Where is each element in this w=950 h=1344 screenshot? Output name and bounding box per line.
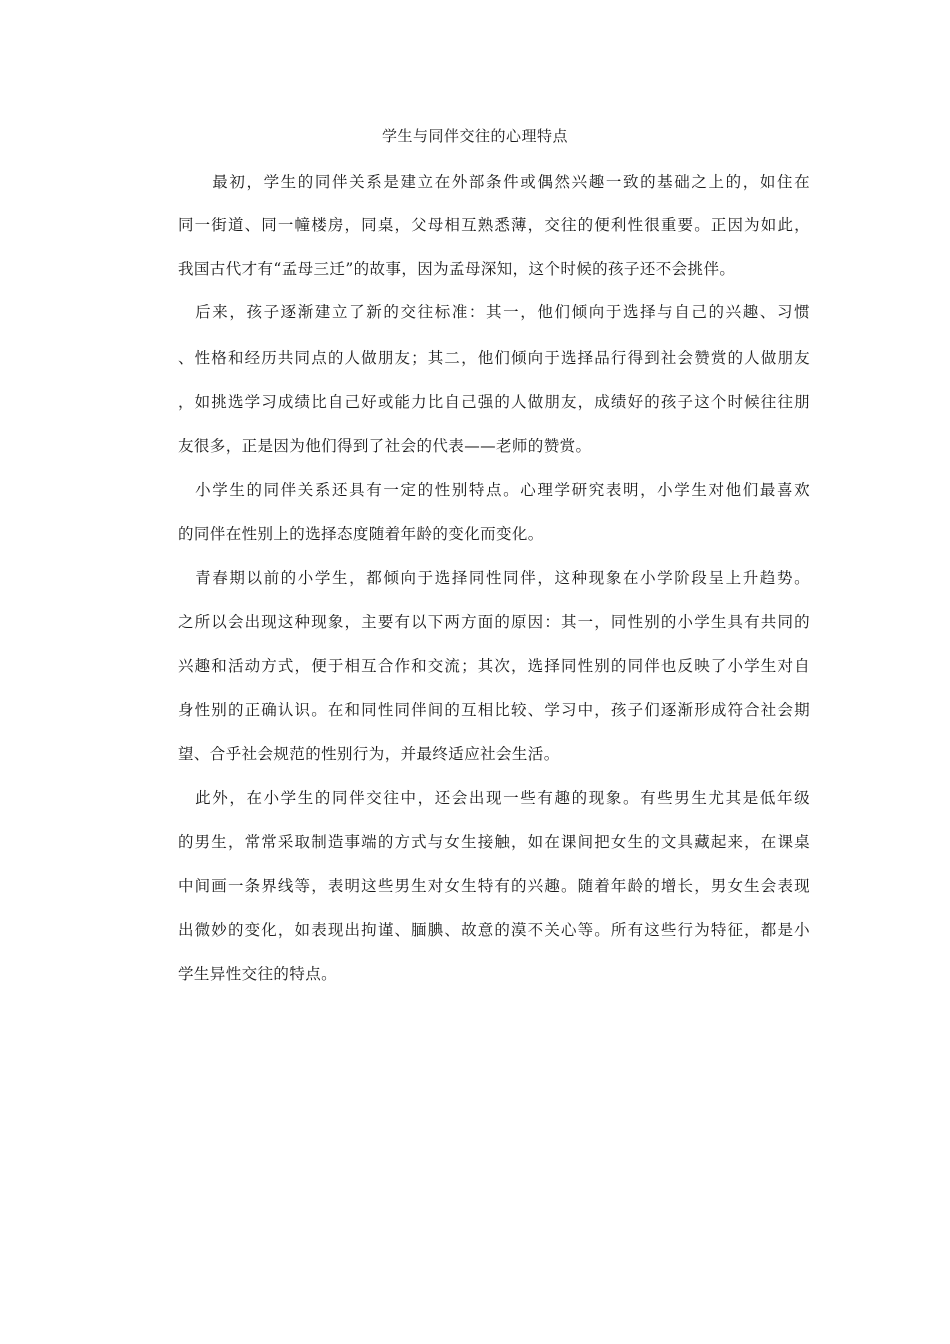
text-line: 出微妙的变化，如表现出拘谨、腼腆、故意的漠不关心等。所有这些行为特征，都是小 — [178, 921, 810, 939]
text-line: 、性格和经历共同点的人做朋友；其二，他们倾向于选择品行得到社会赞赏的人做朋友 — [178, 349, 810, 367]
text-line: 小学生的同伴关系还具有一定的性别特点。心理学研究表明，小学生对他们最喜欢 — [178, 481, 810, 499]
document-title: 学生与同伴交往的心理特点 — [381, 127, 568, 145]
text-line: 学生异性交往的特点。 — [178, 965, 338, 983]
text-line: 此外，在小学生的同伴交往中，还会出现一些有趣的现象。有些男生尤其是低年级 — [178, 789, 810, 807]
text-line: 望、合乎社会规范的性别行为，并最终适应社会生活。 — [178, 745, 560, 763]
text-line: 中间画一条界线等，表明这些男生对女生特有的兴趣。随着年龄的增长，男女生会表现 — [178, 877, 810, 895]
text-line: 兴趣和活动方式，便于相互合作和交流；其次，选择同性别的同伴也反映了小学生对自 — [178, 657, 810, 675]
text-line: 身性别的正确认识。在和同性同伴间的互相比较、学习中，孩子们逐渐形成符合社会期 — [178, 701, 810, 719]
text-line: 的男生，常常采取制造事端的方式与女生接触，如在课间把女生的文具藏起来，在课桌 — [178, 833, 810, 851]
text-line: 最初，学生的同伴关系是建立在外部条件或偶然兴趣一致的基础之上的，如住在 — [178, 173, 810, 191]
text-line: ，如挑选学习成绩比自己好或能力比自己强的人做朋友，成绩好的孩子这个时候往往朋 — [178, 393, 810, 411]
text-line: 的同伴在性别上的选择态度随着年龄的变化而变化。 — [178, 525, 544, 543]
text-line: 友很多，正是因为他们得到了社会的代表——老师的赞赏。 — [178, 437, 592, 455]
text-line: 青春期以前的小学生，都倾向于选择同性同伴，这种现象在小学阶段呈上升趋势。 — [178, 569, 810, 587]
text-line: 之所以会出现这种现象，主要有以下两方面的原因：其一，同性别的小学生具有共同的 — [178, 613, 810, 631]
text-line: 我国古代才有“孟母三迁”的故事，因为孟母深知，这个时候的孩子还不会挑伴。 — [178, 260, 736, 278]
text-line: 同一街道、同一幢楼房，同桌，父母相互熟悉薄，交往的便利性很重要。正因为如此， — [178, 216, 810, 234]
text-line: 后来，孩子逐渐建立了新的交往标准：其一，他们倾向于选择与自己的兴趣、习惯 — [178, 303, 810, 321]
